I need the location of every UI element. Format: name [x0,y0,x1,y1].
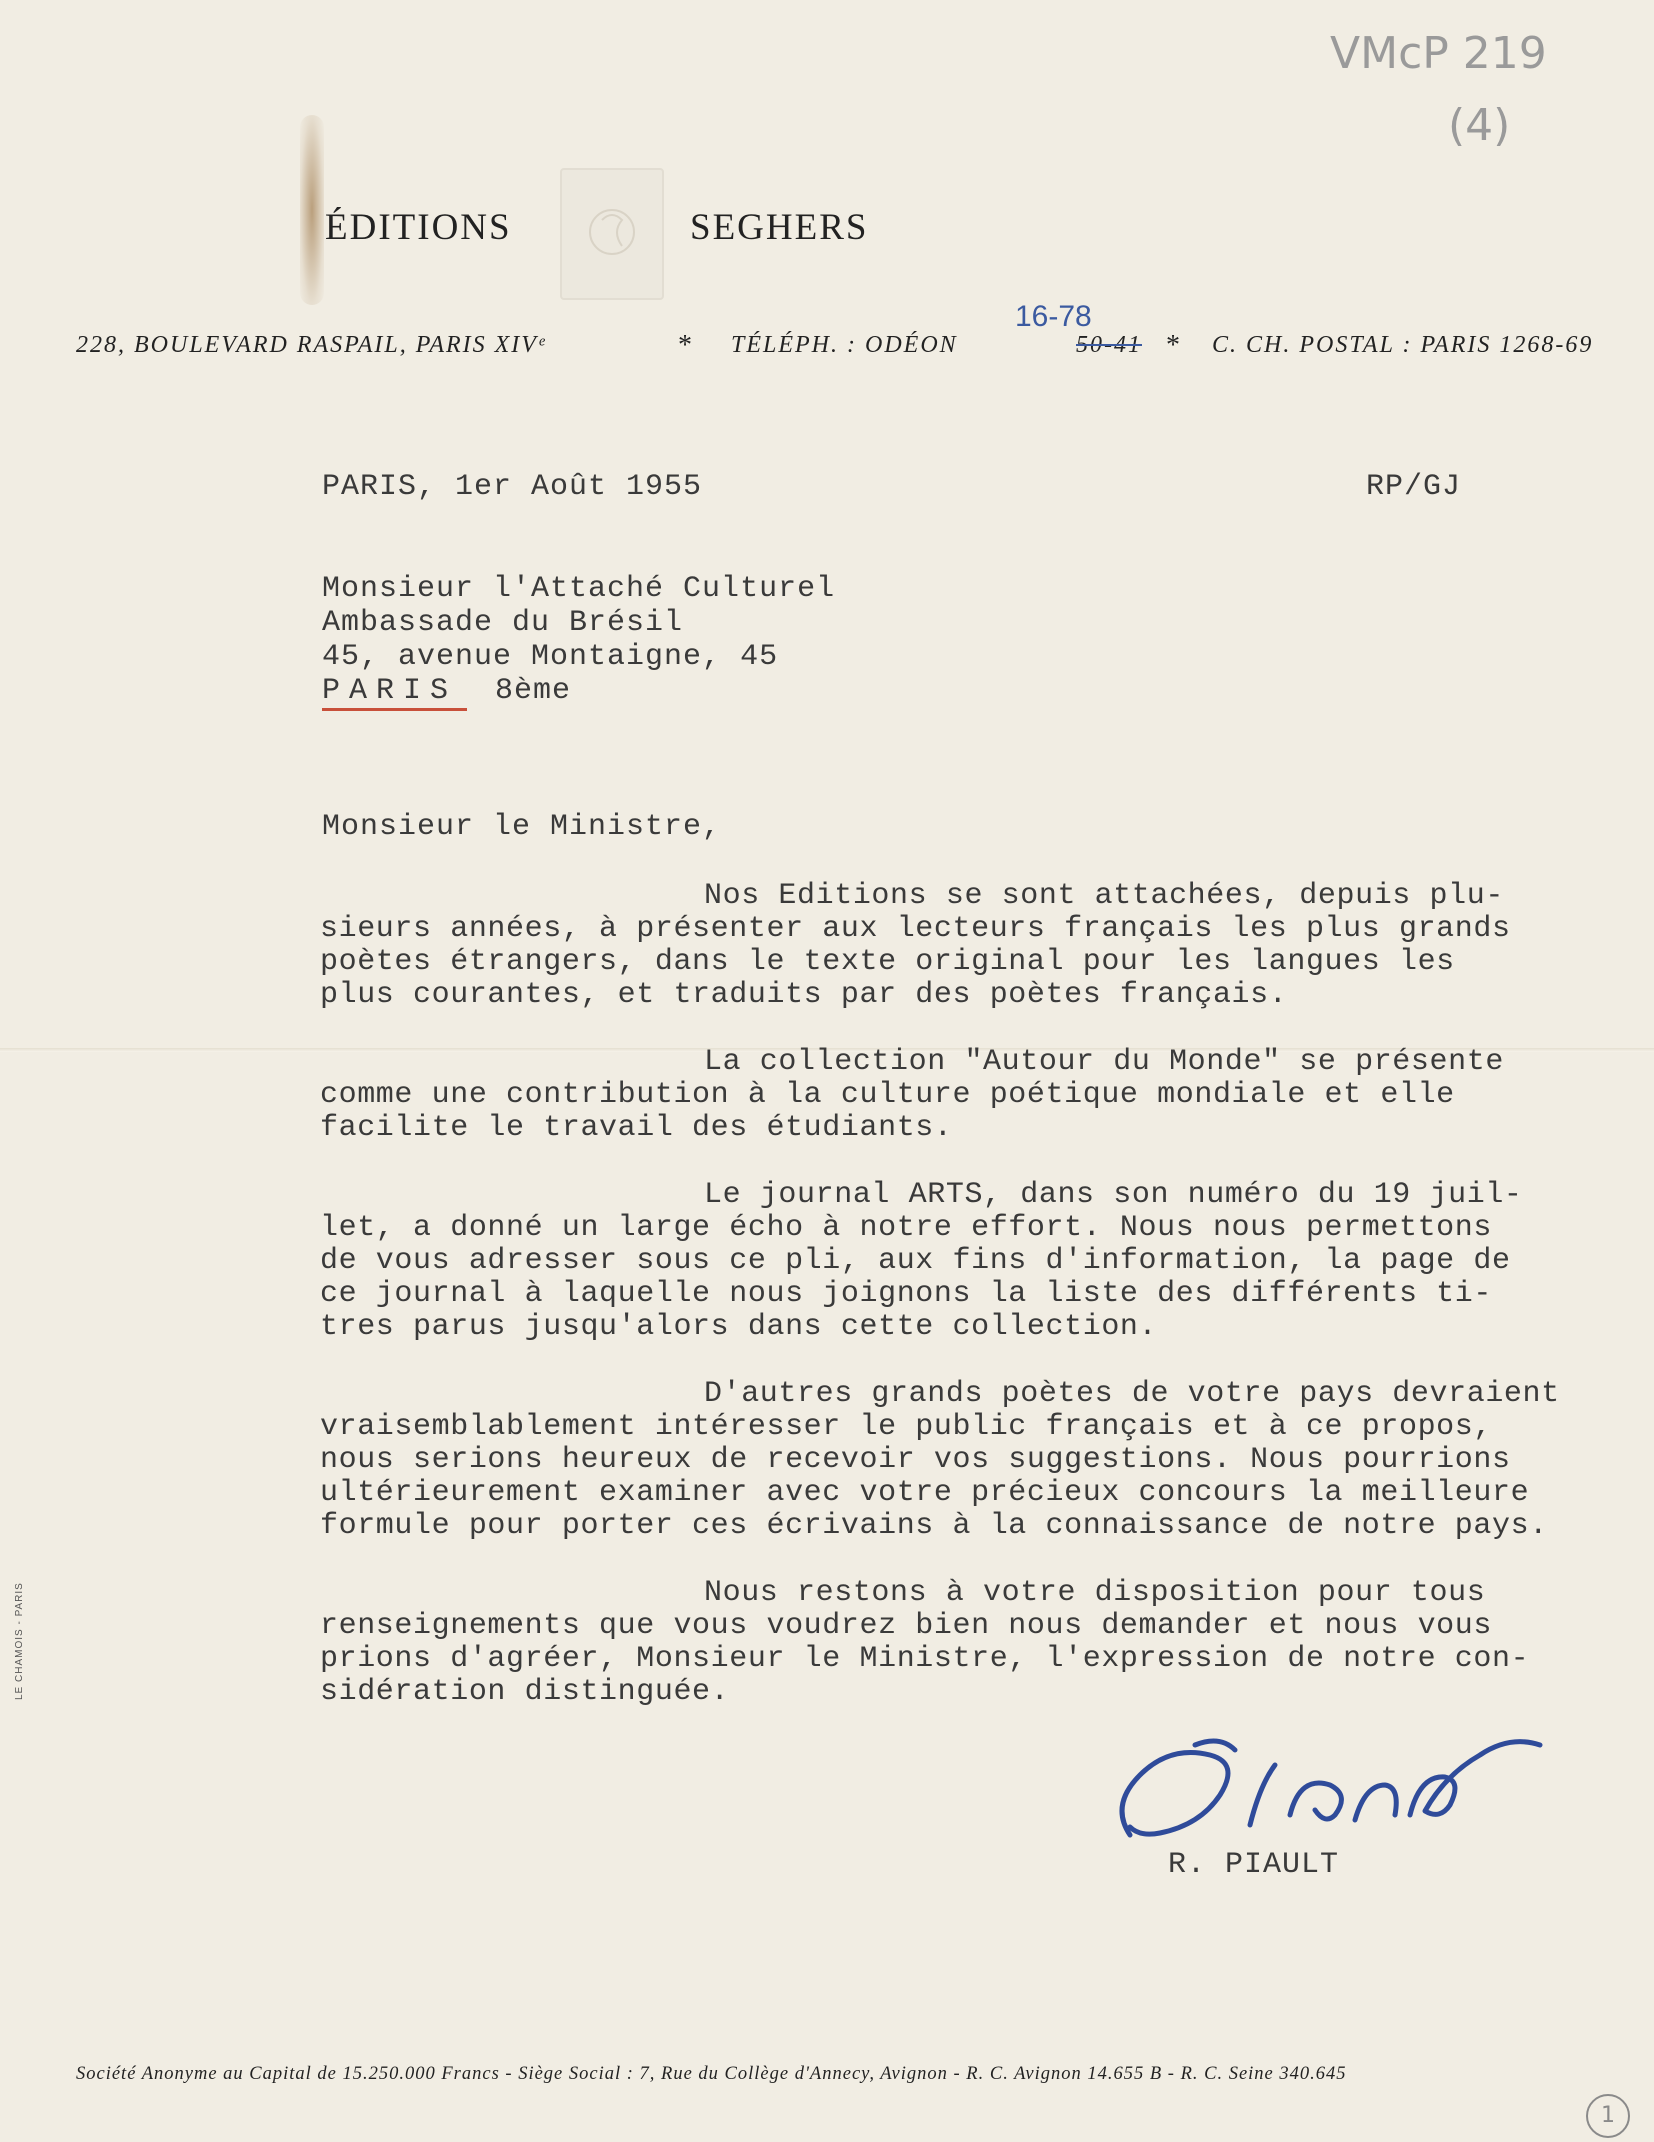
letterhead-phone-prefix: TÉLÉPH. : ODÉON [731,332,958,358]
recipient-city-line [322,674,835,708]
paragraph [320,1046,1620,1145]
recipient-line2: Ambassade du Brésil [322,606,684,640]
paragraph [320,880,1620,1012]
body-line: ultérieurement examiner avec votre précieux concours la meilleure [320,1476,1530,1510]
letterhead-phone-old: 50-41 [1076,332,1142,358]
body-line: de vous adresser sous ce pli, aux fins d'information, la page de [320,1244,1511,1278]
phone-correction: 16-78 [1015,300,1092,333]
signer-name: R. PIAULT [1168,1848,1340,1882]
body-line: comme une contribution à la culture poétique mondiale et elle [320,1078,1455,1112]
archive-mark-line2: (4) [1448,100,1511,151]
body-line: formule pour porter ces écrivains à la connaissance de notre pays. [320,1509,1548,1543]
letter-date: PARIS, 1er Août 1955 [322,470,703,504]
separator-star: * [678,330,694,361]
salutation: Monsieur le Ministre, [322,810,722,844]
handwritten-signature [1100,1715,1600,1865]
letterhead-address: 228, BOULEVARD RASPAIL, PARIS XIVᵉ [76,332,547,358]
body-line: prions d'agréer, Monsieur le Ministre, l'expression de notre con- [320,1642,1530,1676]
body-line: D'autres grands poètes de votre pays devraient [704,1377,1560,1411]
body-line: Nos Editions se sont attachées, depuis plu- [704,879,1504,913]
archive-mark [1330,28,1547,151]
body-line: sidération distinguée. [320,1675,730,1709]
body-line: let, a donné un large écho à notre effort. Nous nous permettons [320,1211,1492,1245]
rust-stain [300,115,324,305]
paragraph [320,1378,1620,1543]
letter-body [320,880,1620,1743]
body-line: plus courantes, et traduits par des poètes français. [320,978,1288,1012]
page-number: 1 [1586,2094,1630,2138]
brand-editions: ÉDITIONS [325,207,512,248]
body-line: ce journal à laquelle nous joignons la liste des différents ti- [320,1277,1492,1311]
body-line: facilite le travail des étudiants. [320,1111,953,1145]
archive-mark-line1: VMcP 219 [1330,28,1547,79]
body-line: vraisemblablement intéresser le public français et à ce propos, [320,1410,1492,1444]
separator-star: * [1166,330,1182,361]
body-line: nous serions heureux de recevoir vos suggestions. Nous pourrions [320,1443,1511,1477]
body-line: Le journal ARTS, dans son numéro du 19 juil- [704,1178,1523,1212]
body-line: Nous restons à votre disposition pour tous [704,1576,1486,1610]
body-line: renseignements que vous voudrez bien nous demander et nous vous [320,1609,1492,1643]
letterhead-postal: C. CH. POSTAL : PARIS 1268-69 [1212,332,1594,358]
body-line: La collection "Autour du Monde" se présente [704,1045,1504,1079]
recipient-line3: 45, avenue Montaigne, 45 [322,640,779,674]
recipient-city: PARIS [322,674,467,711]
brand-seghers: SEGHERS [690,207,869,248]
recipient-line1: Monsieur l'Attaché Culturel [322,572,836,606]
paragraph [320,1577,1620,1709]
recipient-address [322,572,835,708]
letter-reference: RP/GJ [1366,470,1462,504]
body-line: tres parus jusqu'alors dans cette collection. [320,1310,1158,1344]
printer-mark: LE CHAMOIS - PARIS [14,1582,25,1700]
body-line: poètes étrangers, dans le texte original pour les langues les [320,945,1455,979]
body-line: sieurs années, à présenter aux lecteurs français les plus grands [320,912,1511,946]
embossed-monogram [560,168,664,300]
company-footer: Société Anonyme au Capital de 15.250.000 Francs - Siège Social : 7, Rue du Collège d'Annecy, Avignon - R. C. Avignon 14.655 B - R. C. Seine 340.645 [76,2064,1347,2084]
recipient-district: 8ème [495,674,572,708]
paragraph [320,1179,1620,1344]
